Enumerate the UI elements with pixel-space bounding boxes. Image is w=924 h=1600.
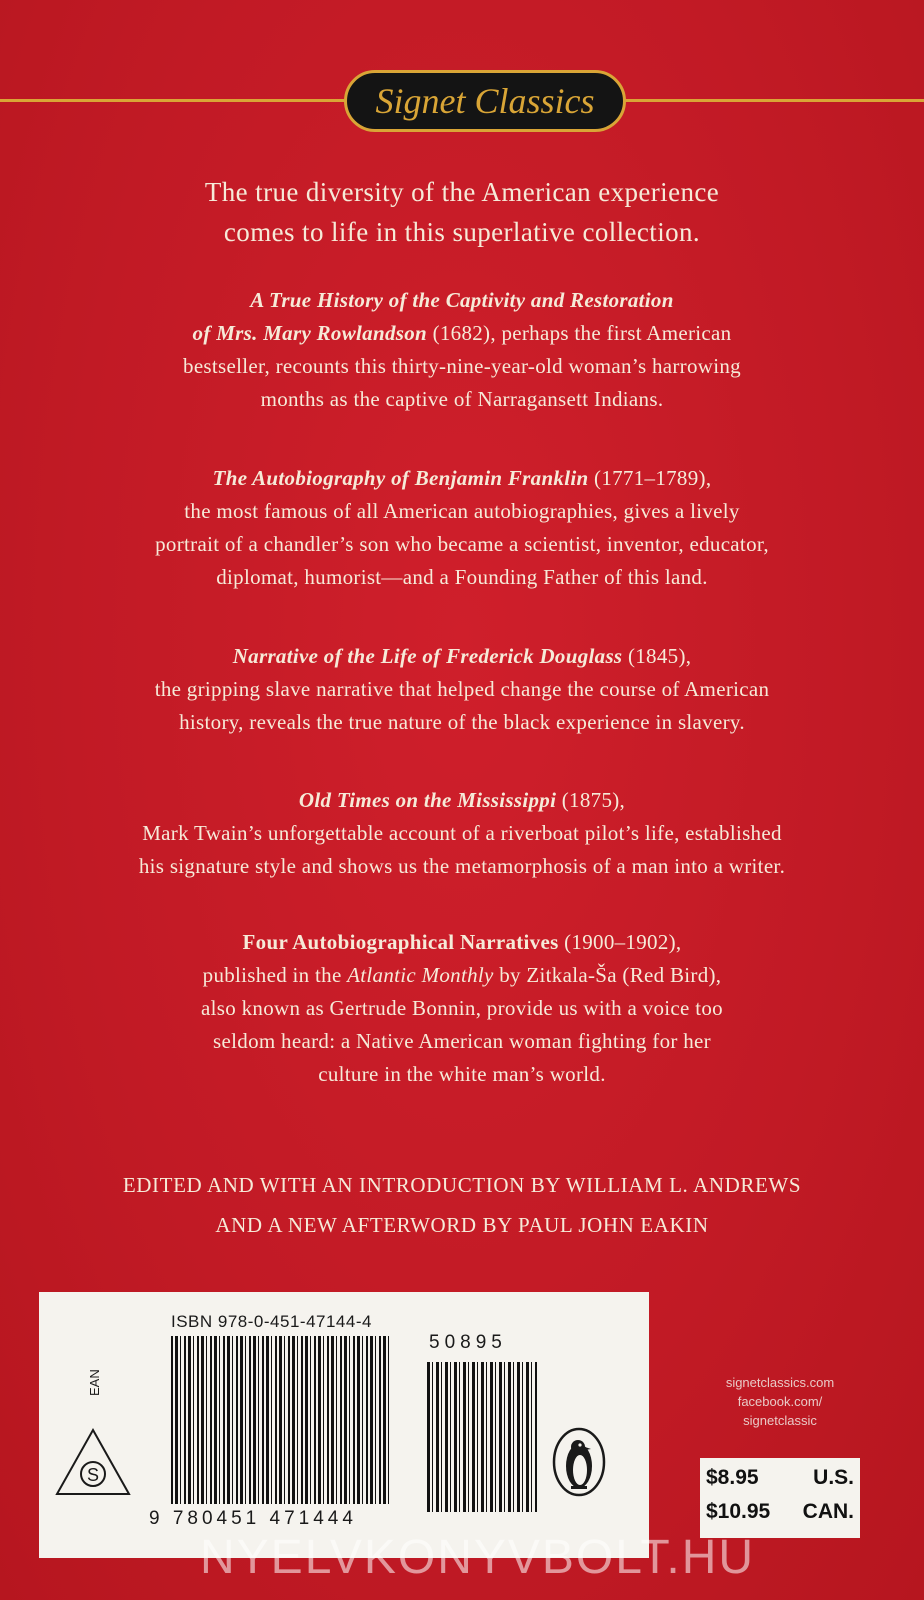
entry-line: portrait of a chandler’s son who became a scientist, inventor, educator, xyxy=(155,532,769,556)
entry-text: (1875), xyxy=(556,788,626,812)
entry-line xyxy=(30,317,894,350)
entry-line: Mark Twain’s unforgettable account of a riverboat pilot’s life, established xyxy=(142,821,782,845)
entry-text: (1900–1902), xyxy=(558,930,682,954)
price-sticker xyxy=(700,1458,860,1538)
addon-number: 50895 xyxy=(429,1332,507,1353)
logo-text: Signet Classics xyxy=(375,81,595,121)
signet-classics-logo xyxy=(344,70,626,132)
price-row-us xyxy=(706,1466,854,1490)
entry-line xyxy=(30,284,894,317)
intro-blurb xyxy=(100,172,824,252)
entry-line xyxy=(30,784,894,817)
entry-title: Narrative of the Life of Frederick Douglass xyxy=(232,644,623,668)
entry-line: his signature style and shows us the metamorphosis of a man into a writer. xyxy=(138,854,786,878)
watermark: NYELVKONYVBOLT.HU xyxy=(200,1531,756,1584)
entry-rowlandson xyxy=(30,284,894,416)
credits-line: EDITED AND WITH AN INTRODUCTION BY WILLIAM L. ANDREWS xyxy=(122,1173,802,1197)
isbn-text: ISBN 978-0-451-47144-4 xyxy=(171,1312,372,1331)
entry-line xyxy=(30,926,894,959)
entry-line: diplomat, humorist—and a Founding Father of this land. xyxy=(216,565,708,589)
barcode-panel xyxy=(39,1292,649,1558)
addon-barcode xyxy=(427,1362,537,1512)
entry-text: by Zitkala-Ša (Red Bird), xyxy=(493,963,722,987)
entry-text: (1682), perhaps the first American xyxy=(427,321,732,345)
entry-franklin xyxy=(30,462,894,594)
entry-line: also known as Gertrude Bonnin, provide us with a voice too xyxy=(201,996,723,1020)
entry-title: A True History of the Captivity and Restoration xyxy=(250,288,674,312)
credits-line: AND A NEW AFTERWORD BY PAUL JOHN EAKIN xyxy=(215,1213,709,1237)
ean-label: EAN xyxy=(87,1369,102,1396)
entry-line xyxy=(30,640,894,673)
entry-title: The Autobiography of Benjamin Franklin xyxy=(212,466,589,490)
entry-line: months as the captive of Narragansett Indians. xyxy=(260,387,664,411)
entry-line: culture in the white man’s world. xyxy=(318,1062,606,1086)
intro-line: comes to life in this superlative collection. xyxy=(223,217,701,247)
ean-barcode xyxy=(171,1336,391,1504)
entry-text: (1771–1789), xyxy=(588,466,712,490)
entry-line: the most famous of all American autobiographies, gives a lively xyxy=(184,499,740,523)
price-row-can xyxy=(706,1500,854,1524)
magazine-title: Atlantic Monthly xyxy=(347,963,494,987)
sticker-triangle-icon xyxy=(53,1426,133,1498)
entry-title: Old Times on the Mississippi xyxy=(298,788,557,812)
intro-line: The true diversity of the American experience xyxy=(204,177,720,207)
web-line: facebook.com/ xyxy=(737,1394,823,1409)
entry-zitkala-sa xyxy=(30,926,894,1091)
entry-title: of Mrs. Mary Rowlandson xyxy=(192,321,428,345)
entry-line: seldom heard: a Native American woman fighting for her xyxy=(213,1029,711,1053)
price-can: $10.95 xyxy=(706,1500,771,1523)
entry-line: the gripping slave narrative that helped change the course of American xyxy=(154,677,770,701)
entry-title: Four Autobiographical Narratives xyxy=(242,930,559,954)
entry-text: published in the xyxy=(202,963,348,987)
entry-line: history, reveals the true nature of the black experience in slavery. xyxy=(179,710,745,734)
currency-can: CAN. xyxy=(802,1500,854,1523)
penguin-logo-icon xyxy=(551,1426,607,1498)
currency-us: U.S. xyxy=(813,1466,854,1489)
web-line: signetclassic xyxy=(743,1413,817,1428)
triangle-letter: S xyxy=(86,1465,100,1485)
editor-credits xyxy=(20,1165,904,1245)
entry-line: bestseller, recounts this thirty-nine-year-old woman’s harrowing xyxy=(183,354,741,378)
entry-twain xyxy=(30,784,894,883)
ean-digits: 9 780451 471444 xyxy=(149,1508,357,1529)
web-line: signetclassics.com xyxy=(725,1375,835,1390)
entry-douglass xyxy=(30,640,894,739)
entry-line xyxy=(30,462,894,495)
web-links xyxy=(700,1373,860,1430)
entry-line xyxy=(30,959,894,992)
price-us: $8.95 xyxy=(706,1466,759,1489)
entry-text: (1845), xyxy=(622,644,692,668)
